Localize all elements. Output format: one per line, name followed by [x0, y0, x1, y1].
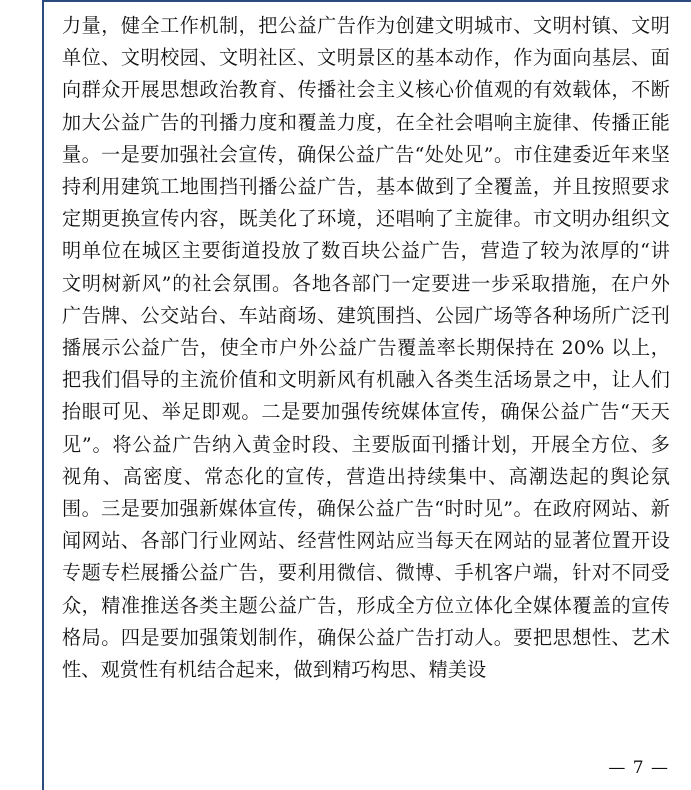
body-text	[62, 10, 670, 686]
page-border-top	[42, 0, 691, 2]
page-number: — 7 —	[608, 758, 669, 778]
paragraph: 力量，健全工作机制，把公益广告作为创建文明城市、文明村镇、文明单位、文明校园、文明社区、文明景区的基本动作，作为面向基层、面向群众开展思想政治教育、传播社会主义核心价值观的有效载体，不断加大公益广告的刊播力度和覆盖力度，在全社会唱响主旋律、传播正能量。一是要加强社会宣传，确保公益广告“处处见”。市住建委近年来坚持利用建筑工地围挡刊播公益广告，基本做到了全覆盖，并且按照要求定期更换宣传内容，既美化了环境，还唱响了主旋律。市文明办组织文明单位在城区主要街道投放了数百块公益广告，营造了较为浓厚的“讲文明树新风”的社会氛围。各地各部门一定要进一步采取措施，在户外广告牌、公交站台、车站商场、建筑围挡、公园广场等各种场所广泛刊播展示公益广告，使全市户外公益广告覆盖率长期保持在 20% 以上，把我们倡导的主流价值和文明新风有机融入各类生活场景之中，让人们抬眼可见、举足即观。二是要加强传统媒体宣传，确保公益广告“天天见”。将公益广告纳入黄金时段、主要版面刊播计划，开展全方位、多视角、高密度、常态化的宣传，营造出持续集中、高潮迭起的舆论氛围。三是要加强新媒体宣传，确保公益广告“时时见”。在政府网站、新闻网站、各部门行业网站、经营性网站应当每天在网站的显著位置开设专题专栏展播公益广告，要利用微信、微博、手机客户端，针对不同受众，精准推送各类主题公益广告，形成全方位立体化全媒体覆盖的宣传格局。四是要加强策划制作，确保公益广告打动人。要把思想性、艺术性、观赏性有机结合起来，做到精巧构思、精美设	[62, 14, 670, 682]
page-border-left	[42, 0, 44, 790]
